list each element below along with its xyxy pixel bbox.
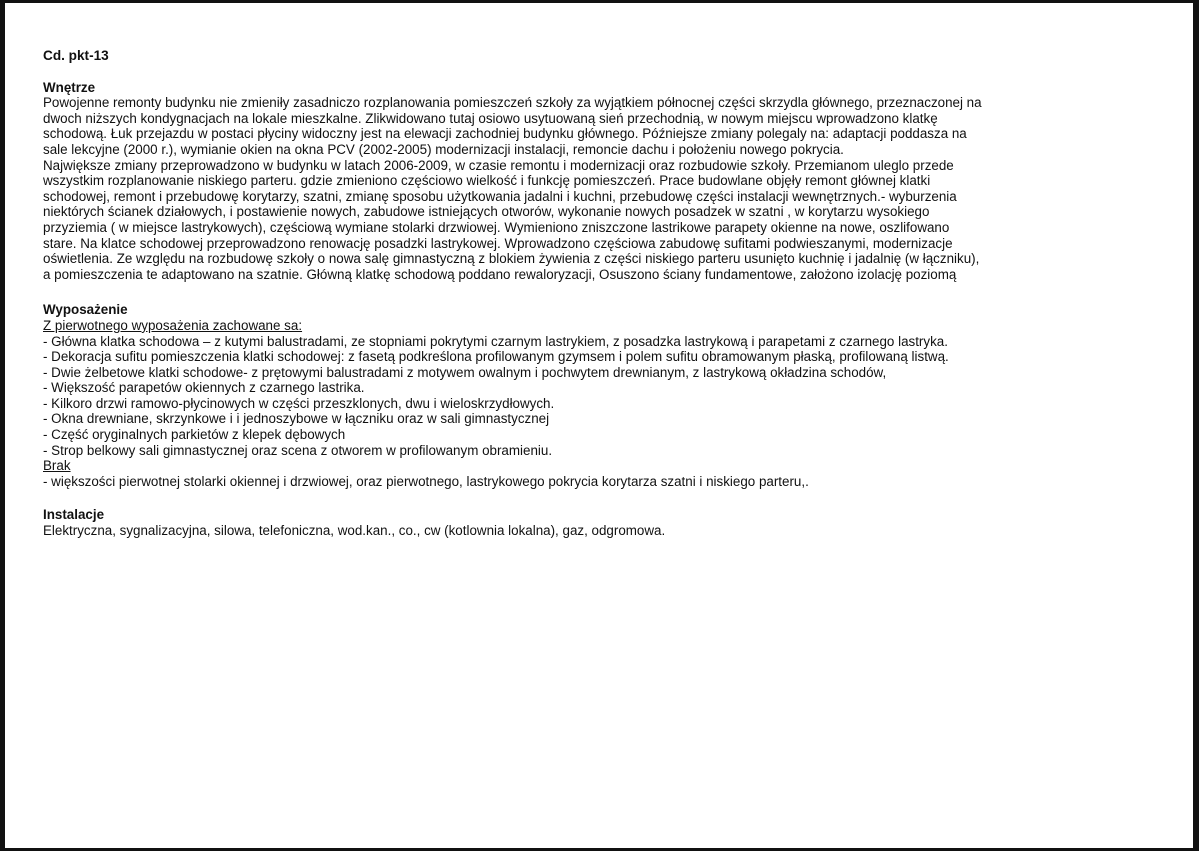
section-title-wnetrze: Wnętrze [43,79,96,95]
text-line: schodowej, remont i przebudowę korytarzy, szatni, zmianę sposobu użytkowania jadalni i kuchni, przebudowę części instalacji wewnętrznych.- wyburzenia [43,188,957,204]
list-item: - większości pierwotnej stolarki okiennej i drzwiowej, oraz pierwotnego, lastrykowego pokrycia korytarza szatni i niskiego parteru,. [43,473,809,489]
text-line: wszystkim rozplanowanie niskiego parteru. gdzie zmieniono częściowo wielkość i funkcję pomieszczeń. Prace budowlane objęły remont głównej klatki [43,173,931,189]
wnetrze-paragraph [43,95,1151,282]
section-instalacje [43,507,1151,538]
list-item: - Dekoracja sufitu pomieszczenia klatki schodowej: z fasetą podkreślona profilowanym gzymsem i polem sufitu obramowanym płaską, profilowaną listwą. [43,349,949,365]
section-wyposazenie [43,302,1151,489]
text-line: a pomieszczenia te adaptowano na szatnie. Główną klatkę schodową poddano rewaloryzacji, Osuszono ściany fundamentowe, założono izolację poziomą [43,266,957,282]
preserved-subtitle: Z pierwotnego wyposażenia zachowane sa: [43,317,303,333]
text-line: oświetlenia. Ze względu na rozbudowę szkoły o nowa salę gimnastyczną z blokiem żywienia z części niskiego parteru usunięto kuchnię i jadalnię (w łączniku), [43,251,980,267]
instalacje-text: Elektryczna, sygnalizacyjna, silowa, telefoniczna, wod.kan., co., cw (kotlownia lokalna), gaz, odgromowa. [43,523,666,539]
document-page [43,48,1151,553]
list-item: - Okna drewniane, skrzynkowe i i jednoszybowe w łączniku oraz w sali gimnastycznej [43,411,550,427]
point-header: Cd. pkt-13 [43,48,109,63]
list-item: - Główna klatka schodowa – z kutymi balustradami, ze stopniami pokrytymi czarnym lastrykiem, z posadzka lastrykową i parapetami z czarnego lastryka. [43,333,948,349]
text-line: schodową. Łuk przejazdu w postaci płyciny widoczny jest na elewacji zachodniej budynku głównego. Późniejsze zmiany polegaly na: adaptacji poddasza na [43,126,967,142]
list-item: - Większość parapetów okiennych z czarnego lastrika. [43,380,365,396]
list-item: - Część oryginalnych parkietów z klepek dębowych [43,427,346,443]
text-line: Największe zmiany przeprowadzono w budynku w latach 2006-2009, w czasie remontu i modernizacji oraz rozbudowie szkoły. Przemianom uleglo przede [43,157,954,173]
list-item: - Strop belkowy sali gimnastycznej oraz scena z otworem w profilowanym obramieniu. [43,442,553,458]
text-line: stare. Na klatce schodowej przeprowadzono renowację posadzki lastrykowej. Wprowadzono częściowa zabudowę sufitami podwieszanymi, modernizacje [43,235,953,251]
text-line: dwoch niższych kondygnacjach na lokale mieszkalne. Zlikwidowano tutaj osiowo usytuowaną sień przechodnią, w nowym miejscu wprowadzono klatkę [43,110,938,126]
section-title-instalacje: Instalacje [43,507,105,523]
section-title-wyposazenie: Wyposażenie [43,302,128,318]
text-line: Powojenne remonty budynku nie zmieniły zasadniczo rozplanowania pomieszczeń szkoły za wyjątkiem północnej części skrzydla głównego, przeznaczonej na [43,95,982,111]
section-wnetrze [43,80,1151,283]
preserved-list [43,334,1151,459]
text-line: niektórych ścianek działowych, i postawienie nowych, zabudowe istniejących otworów, wykonanie nowych posadzek w szatni , w korytarzu wysokiego [43,204,930,220]
text-line: przyziemia ( w miejsce lastrykowych), częściową wymiane stolarki drzwiowej. Wymieniono zniszczone lastrikowe parapety okienne na nowe, oszlifowano [43,219,950,235]
list-item: - Dwie żelbetowe klatki schodowe- z prętowymi balustradami z motywem owalnym i pochwytem drewnianym, z lastrykową okładzina schodów, [43,364,887,380]
text-line: sale lekcyjne (2000 r.), wymianie okien na okna PCV (2002-2005) modernizacji instalacji, remoncie dachu i położeniu nowego pokrycia. [43,141,844,157]
missing-subtitle: Brak [43,458,71,474]
list-item: - Kilkoro drzwi ramowo-płycinowych w części przeszklonych, dwu i wieloskrzydłowych. [43,395,555,411]
missing-list [43,474,1151,490]
